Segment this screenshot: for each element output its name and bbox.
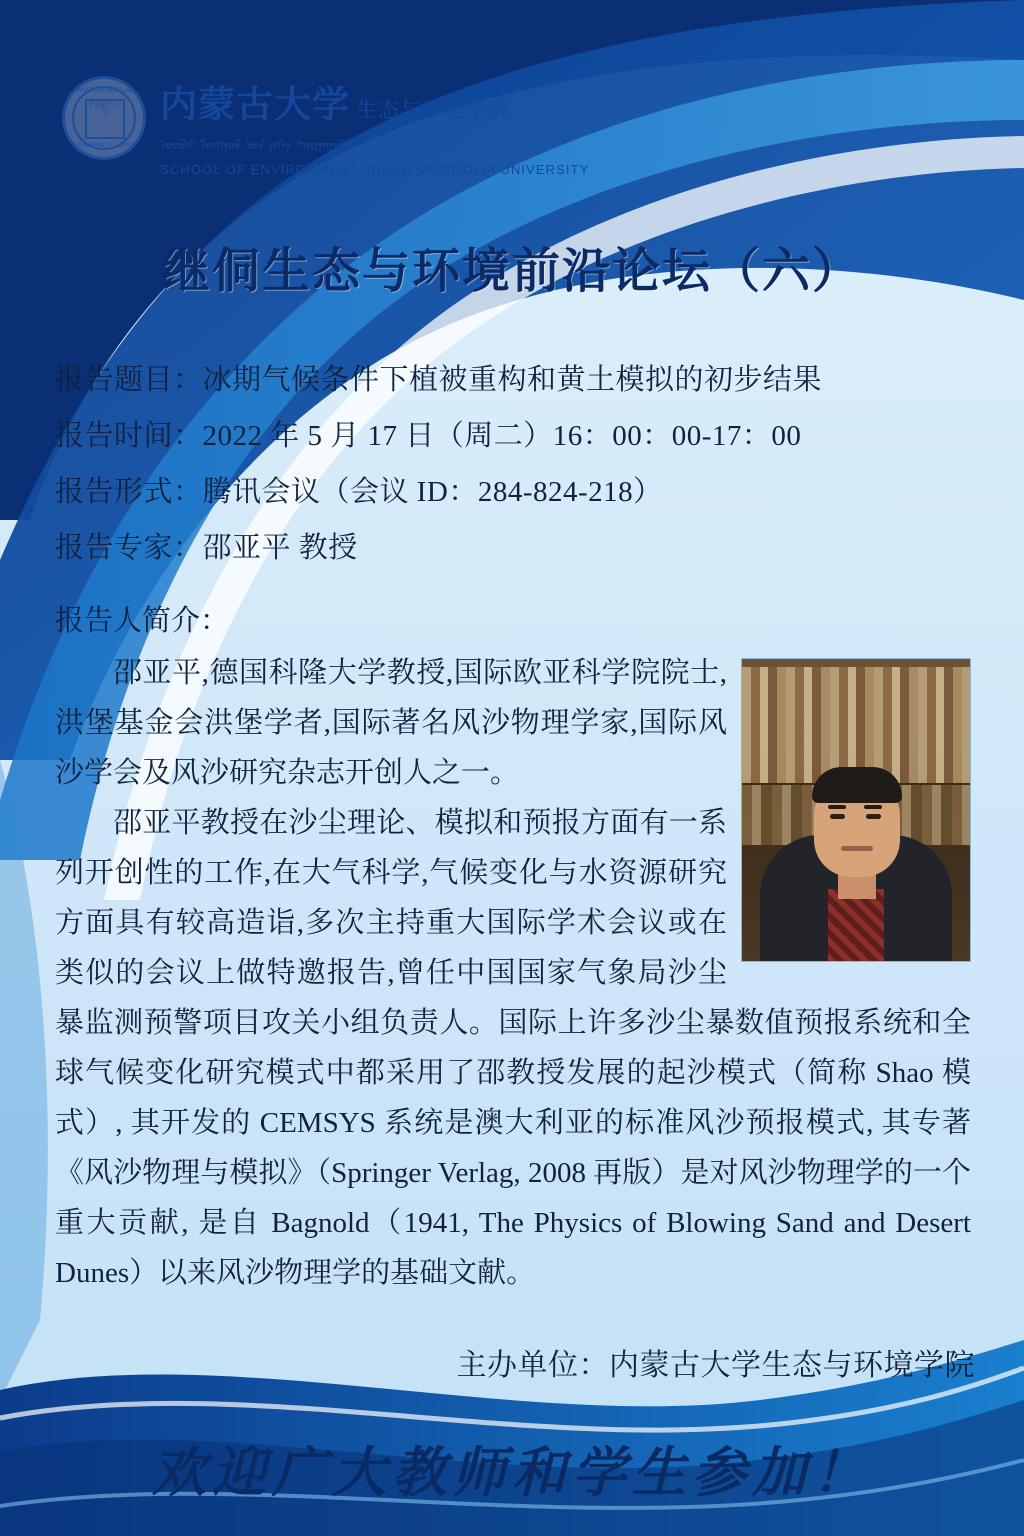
university-seal-icon bbox=[62, 76, 146, 160]
institution-logo bbox=[62, 72, 590, 192]
bio-paragraph-2: 邵亚平教授在沙尘理论、模拟和预报方面有一系列开创性的工作,在大气科学,气候变化与水资源研究方面具有较高造诣,多次主持重大国际学术会议或在类似的会议上做特邀报告,曾任中国国家气象局沙尘暴监测预警项目攻关小组负责人。国际上许多沙尘暴数值预报系统和全球气候变化研究模式中都采用了邵教授发展的起沙模式（简称 Shao 模式）, 其开发的 CEMSYS 系统是澳大利亚的标准风沙预报模式, 其专著《风沙物理与模拟》（Springer Verlag, 2008 再版）是对风沙物理学的一个重大贡献, 是自 Bagnold（1941, The Physics of Blowing Sand and Desert Dunes）以来风沙物理学的基础文献。 bbox=[55, 807, 971, 1289]
university-name-en: SCHOOL OF ENVIRONMENT, INNER MONGOLIA UNIVERSITY bbox=[160, 162, 590, 177]
event-info-list bbox=[55, 352, 975, 576]
seal-center-text: 内蒙古大学 bbox=[85, 99, 125, 139]
info-value-topic: 冰期气候条件下植被重构和黄土模拟的初步结果 bbox=[202, 364, 823, 396]
info-label-time: 报告时间： bbox=[55, 420, 203, 452]
seal-bottom-text: UNIVERSITY · 1957 bbox=[74, 143, 134, 149]
bio-paragraph-1: 邵亚平,德国科隆大学教授,国际欧亚科学院院士,洪堡基金会洪堡学者,国际著名风沙物理学家,国际风沙学会及风沙研究杂志开创人之一。 bbox=[55, 657, 727, 789]
speaker-bio-body bbox=[55, 648, 971, 1298]
university-name-mongolian: ᠦᠪᠦᠷ ᠮᠣᠩᠭᠣᠯ ᠤᠨ ᠶᠡᠬᠡ ᠰᠤᠷᠭᠠᠭᠤᠯᠢ bbox=[160, 138, 352, 153]
info-row-topic bbox=[55, 352, 975, 408]
info-label-format: 报告形式： bbox=[55, 476, 203, 508]
info-label-topic: 报告题目： bbox=[55, 364, 203, 396]
info-row-format bbox=[55, 464, 975, 520]
info-label-speaker: 报告专家： bbox=[55, 532, 203, 564]
info-row-speaker bbox=[55, 520, 975, 576]
info-value-speaker: 邵亚平 教授 bbox=[202, 532, 358, 564]
speaker-portrait bbox=[741, 658, 971, 962]
organizer-line: 主办单位：内蒙古大学生态与环境学院 bbox=[456, 1349, 975, 1382]
page-title: 继侗生态与环境前沿论坛（六） bbox=[161, 245, 862, 298]
university-name-cn: 内蒙古大学 bbox=[160, 85, 350, 126]
welcome-slogan: 欢迎广大教师和学生参加！ bbox=[152, 1443, 872, 1503]
school-name-cn: 生态与环境学院 bbox=[356, 98, 510, 122]
seal-top-text: INNER MONGOLIA bbox=[75, 88, 133, 94]
institution-names bbox=[160, 72, 589, 177]
info-value-format: 腾讯会议（会议 ID：284-824-218） bbox=[202, 476, 663, 508]
speaker-bio-heading: 报告人简介： bbox=[55, 605, 230, 637]
info-value-time: 2022 年 5 月 17 日（周二）16：00：00-17：00 bbox=[202, 420, 802, 452]
info-row-time bbox=[55, 408, 975, 464]
